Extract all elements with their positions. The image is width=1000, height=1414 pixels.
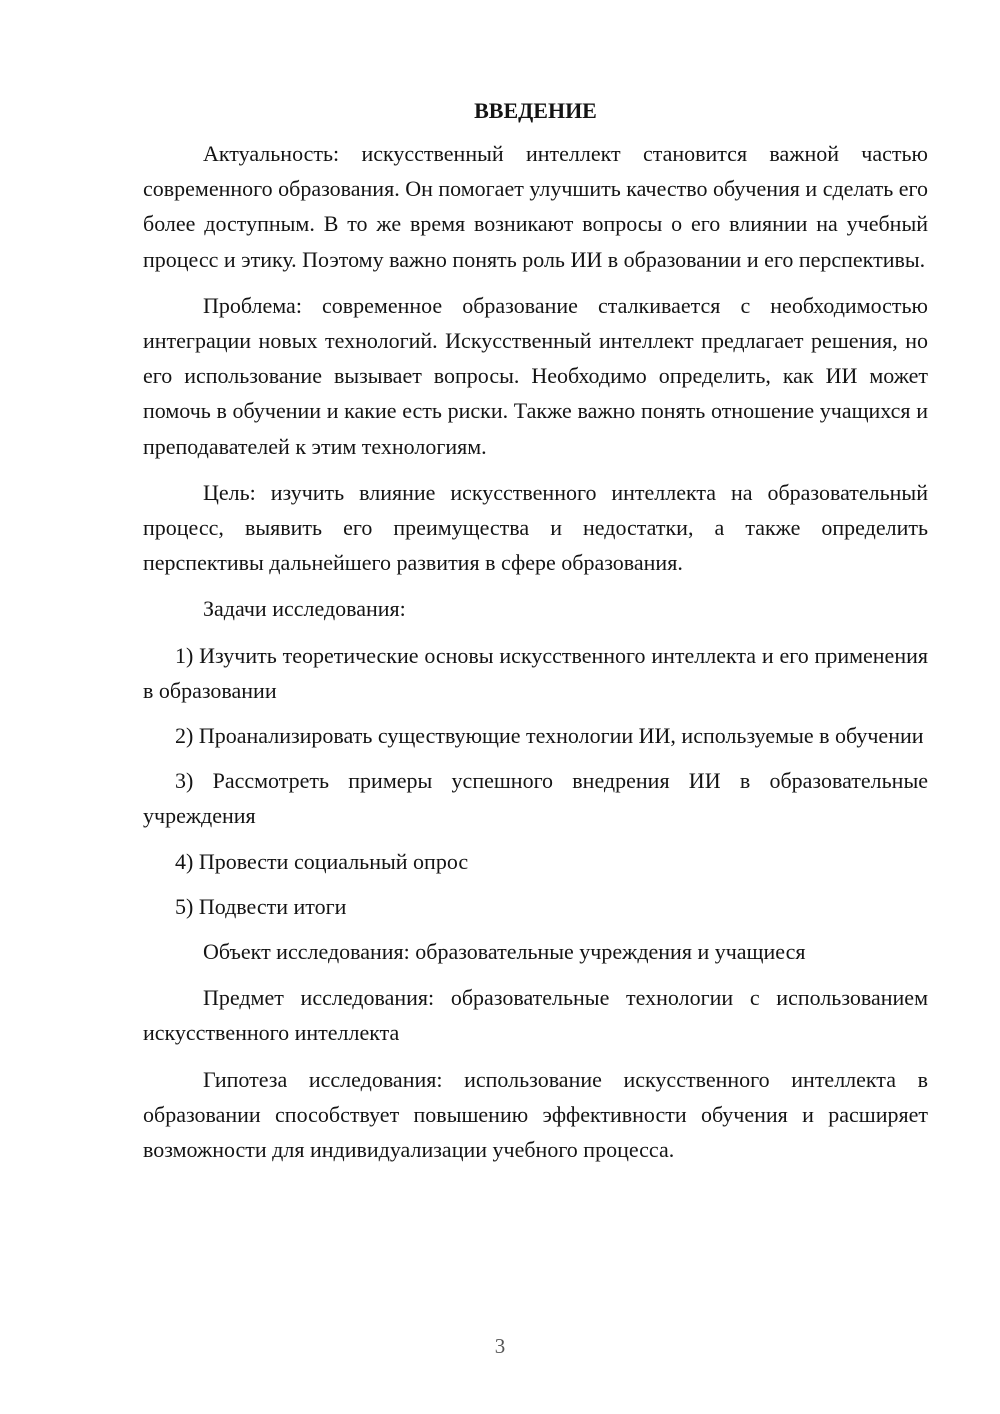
paragraph-problem: Проблема: современное образование сталкивается с необходимостью интеграции новых технологий. Искусственный интеллект предлагает решения, но его использование вызывает вопросы. Необходимо определить, как ИИ может помочь в обучении и какие есть риски. Также важно понять отношение учащихся и преподавателей к этим технологиям.: [143, 292, 928, 459]
tasks-heading: Задачи исследования:: [203, 596, 406, 622]
paragraph-hypothesis: Гипотеза исследования: использование искусственного интеллекта в образовании способствует повышению эффективности обучения и расширяет возможности для индивидуализации учебного процесса.: [143, 1066, 928, 1163]
task-item-2: 2) Проанализировать существующие технологии ИИ, используемые в обучении: [175, 723, 924, 749]
page-number: 3: [494, 1334, 506, 1358]
paragraph-subject: Предмет исследования: образовательные технологии с использованием искусственного интеллекта: [143, 985, 928, 1046]
task-item-5: 5) Подвести итоги: [175, 893, 347, 919]
task-item-3: 3) Рассмотреть примеры успешного внедрения ИИ в образовательные учреждения: [143, 768, 928, 829]
section-title: ВВЕДЕНИЕ: [474, 98, 597, 123]
document-page: [143, 96, 928, 1178]
paragraph-goal: Цель: изучить влияние искусственного интеллекта на образовательный процесс, выявить его преимущества и недостатки, а также определить перспективы дальнейшего развития в сфере образования.: [143, 479, 928, 576]
paragraph-relevance: Актуальность: искусственный интеллект становится важной частью современного образования. Он помогает улучшить качество обучения и сделать его более доступным. В то же время возникают вопросы о его влиянии на учебный процесс и этику. Поэтому важно понять роль ИИ в образовании и его перспективы.: [143, 141, 928, 272]
task-item-1: 1) Изучить теоретические основы искусственного интеллекта и его применения в образовании: [143, 642, 928, 703]
paragraph-object: Объект исследования: образовательные учреждения и учащиеся: [203, 939, 806, 965]
task-item-4: 4) Провести социальный опрос: [175, 848, 469, 874]
tasks-list: [143, 638, 928, 924]
